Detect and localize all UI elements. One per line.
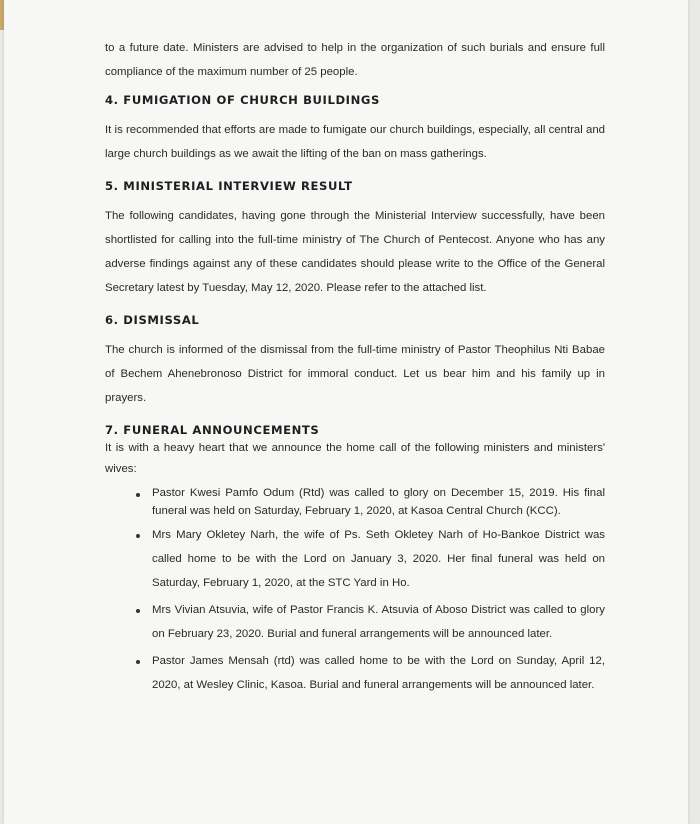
funeral-announcements-list [105,484,605,697]
list-item: Mrs Mary Okletey Narh, the wife of Ps. Seth Okletey Narh of Ho-Bankoe District was called home to be with the Lord on January 3, 2020. Her final funeral was held on Saturday, February 1, 2020, at the STC Yard in Ho. [105,523,605,595]
section-5-heading: 5. MINISTERIAL INTERVIEW RESULT [105,179,353,193]
document-content [105,36,605,697]
section-7-body: It is with a heavy heart that we announce the home call of the following ministers and ministers' wives: [105,442,605,475]
intro-continuation: to a future date. Ministers are advised to help in the organization of such burials and ensure full compliance of the maximum number of 25 people. [105,42,605,78]
section-7-heading: 7. FUNERAL ANNOUNCEMENTS [105,423,320,437]
section-6-heading: 6. DISMISSAL [105,313,200,327]
section-4-heading: 4. FUMIGATION OF CHURCH BUILDINGS [105,93,380,107]
list-item: Pastor James Mensah (rtd) was called home to be with the Lord on Sunday, April 12, 2020, at Wesley Clinic, Kasoa. Burial and funeral arrangements will be announced later. [105,649,605,697]
section-5-body: The following candidates, having gone through the Ministerial Interview successfully, have been shortlisted for calling into the full-time ministry of The Church of Pentecost. Anyone who has any adverse findings against any of these candidates should please write to the Office of the General Secretary latest by Tuesday, May 12, 2020. Please refer to the attached list. [105,210,605,294]
section-6-body: The church is informed of the dismissal from the full-time ministry of Pastor Theophilus Nti Babae of Bechem Ahenebronoso District for immoral conduct. Let us bear him and his family up in prayers. [105,344,605,404]
document-page [4,0,688,824]
list-item: Mrs Vivian Atsuvia, wife of Pastor Francis K. Atsuvia of Aboso District was called to glory on February 23, 2020. Burial and funeral arrangements will be announced later. [105,598,605,646]
section-4-body: It is recommended that efforts are made to fumigate our church buildings, especially, all central and large church buildings as we await the lifting of the ban on mass gatherings. [105,124,605,160]
list-item: Pastor Kwesi Pamfo Odum (Rtd) was called to glory on December 15, 2019. His final funeral was held on Saturday, February 1, 2020, at Kasoa Central Church (KCC). [105,484,605,520]
